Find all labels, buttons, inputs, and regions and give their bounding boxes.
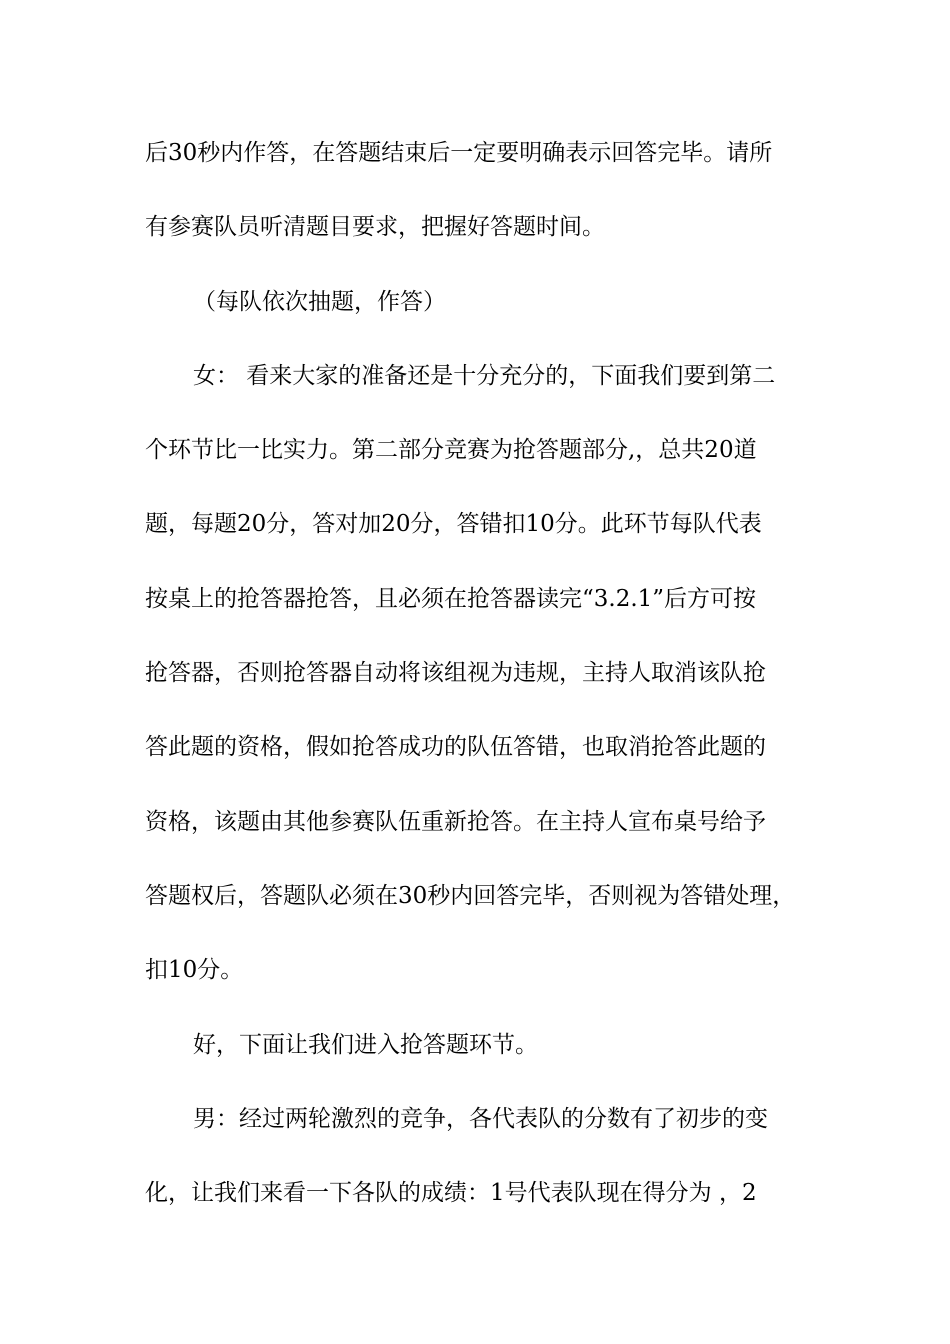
text-line: 抢答器，否则抢答器自动将该组视为违规，主持人取消该队抢 xyxy=(145,660,766,687)
text-line: 个环节比一比实力。第二部分竞赛为抢答题部分,，总共20道 xyxy=(145,437,757,464)
text-line: 后30秒内作答，在答题结束后一定要明确表示回答完毕。请所 xyxy=(145,140,773,166)
text-line: 答题权后，答题队必须在30秒内回答完毕，否则视为答错处理， xyxy=(145,882,796,909)
text-line: 答此题的资格，假如抢答成功的队伍答错，也取消抢答此题的 xyxy=(145,734,766,761)
text-line: 有参赛队员听清题目要求，把握好答题时间。 xyxy=(145,214,605,241)
document-body xyxy=(145,131,825,1245)
text-line: 好，下面让我们进入抢答题环节。 xyxy=(193,1031,538,1058)
text-line: 题，每题20分，答对加20分，答错扣10分。此环节每队代表 xyxy=(145,511,762,538)
text-line: 按桌上的抢答器抢答，且必须在抢答器读完“3.2.1”后方可按 xyxy=(145,585,757,612)
text-line: 扣10分。 xyxy=(145,957,244,984)
text-line: 女： 看来大家的准备还是十分充分的，下面我们要到第二 xyxy=(193,362,776,389)
text-line: （每队依次抽题，作答） xyxy=(193,288,446,315)
text-line: 男：经过两轮激烈的竞争，各代表队的分数有了初步的变 xyxy=(193,1105,768,1132)
text-line: 化，让我们来看一下各队的成绩：1号代表队现在得分为 ，2 xyxy=(145,1180,757,1207)
text-line: 资格，该题由其他参赛队伍重新抢答。在主持人宣布桌号给予 xyxy=(145,808,766,835)
